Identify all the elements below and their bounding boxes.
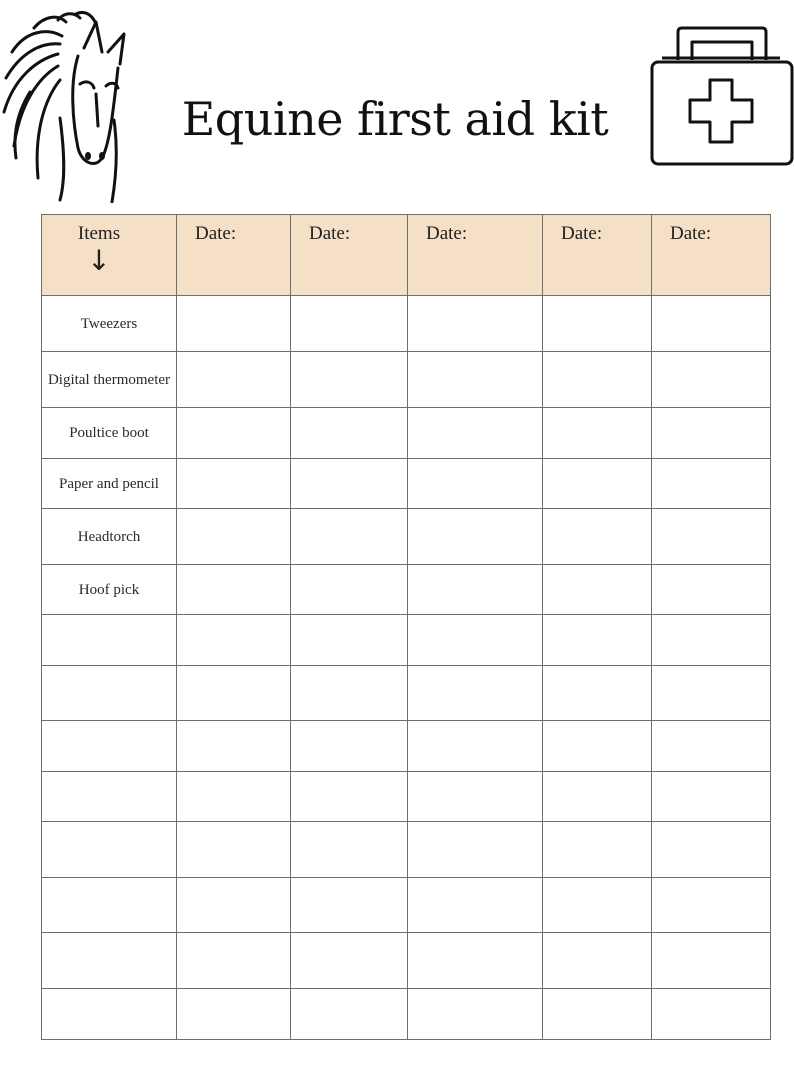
date-column-header	[543, 215, 652, 296]
date-check-cell	[291, 615, 408, 666]
date-check-cell	[543, 933, 652, 989]
table-row	[42, 459, 771, 509]
date-check-cell	[291, 408, 408, 459]
item-cell	[42, 296, 177, 352]
date-check-cell	[652, 352, 771, 408]
item-cell	[42, 509, 177, 565]
date-check-cell	[177, 352, 291, 408]
table-row	[42, 933, 771, 989]
date-check-cell	[543, 296, 652, 352]
date-check-cell	[291, 565, 408, 615]
date-check-cell	[177, 296, 291, 352]
date-check-cell	[543, 615, 652, 666]
date-check-cell	[652, 509, 771, 565]
table-row	[42, 509, 771, 565]
date-check-cell	[543, 459, 652, 509]
date-column-header	[408, 215, 543, 296]
item-cell	[42, 459, 177, 509]
item-cell	[42, 772, 177, 822]
item-label: Paper and pencil	[59, 475, 159, 492]
table-row	[42, 878, 771, 933]
date-check-cell	[408, 296, 543, 352]
date-check-cell	[408, 772, 543, 822]
date-check-cell	[177, 933, 291, 989]
date-check-cell	[543, 878, 652, 933]
date-check-cell	[652, 721, 771, 772]
date-check-cell	[408, 666, 543, 721]
date-check-cell	[543, 509, 652, 565]
item-label: Poultice boot	[69, 425, 149, 441]
date-check-cell	[177, 565, 291, 615]
date-check-cell	[652, 989, 771, 1040]
item-cell	[42, 615, 177, 666]
date-check-cell	[652, 408, 771, 459]
date-check-cell	[652, 615, 771, 666]
date-check-cell	[408, 878, 543, 933]
table-row	[42, 408, 771, 459]
date-check-cell	[177, 878, 291, 933]
date-check-cell	[291, 721, 408, 772]
table-row	[42, 772, 771, 822]
item-cell	[42, 989, 177, 1040]
date-check-cell	[408, 721, 543, 772]
date-check-cell	[177, 772, 291, 822]
arrow-down-icon: ↓	[87, 244, 111, 277]
table-row	[42, 565, 771, 615]
date-check-cell	[652, 772, 771, 822]
first-aid-checklist-table	[41, 214, 771, 1040]
date-header-label: Date:	[561, 223, 603, 244]
date-check-cell	[543, 822, 652, 878]
item-label: Headtorch	[77, 528, 141, 545]
table-row	[42, 721, 771, 772]
date-check-cell	[408, 459, 543, 509]
page-title: Equine first aid kit	[181, 92, 609, 146]
date-header-label: Date:	[309, 223, 351, 244]
date-check-cell	[652, 459, 771, 509]
date-check-cell	[291, 666, 408, 721]
date-check-cell	[652, 565, 771, 615]
date-check-cell	[652, 878, 771, 933]
date-header-label: Date:	[670, 223, 712, 244]
date-check-cell	[408, 408, 543, 459]
date-check-cell	[177, 822, 291, 878]
date-check-cell	[291, 933, 408, 989]
horse-head-icon	[0, 8, 132, 203]
date-check-cell	[177, 989, 291, 1040]
date-check-cell	[543, 408, 652, 459]
date-check-cell	[652, 296, 771, 352]
item-cell	[42, 822, 177, 878]
date-check-cell	[177, 721, 291, 772]
item-cell	[42, 933, 177, 989]
date-check-cell	[652, 666, 771, 721]
table-row	[42, 822, 771, 878]
date-check-cell	[408, 352, 543, 408]
table-row	[42, 989, 771, 1040]
date-check-cell	[291, 772, 408, 822]
date-column-header	[291, 215, 408, 296]
date-check-cell	[408, 565, 543, 615]
table-row	[42, 666, 771, 721]
item-cell	[42, 408, 177, 459]
item-cell	[42, 565, 177, 615]
item-label: Digital thermometer	[47, 371, 171, 388]
date-check-cell	[408, 615, 543, 666]
date-check-cell	[177, 615, 291, 666]
date-check-cell	[408, 933, 543, 989]
date-column-header	[652, 215, 771, 296]
table-row	[42, 296, 771, 352]
date-check-cell	[408, 822, 543, 878]
date-header-label: Date:	[426, 223, 468, 244]
date-check-cell	[177, 509, 291, 565]
item-cell	[42, 878, 177, 933]
date-check-cell	[543, 772, 652, 822]
date-check-cell	[652, 822, 771, 878]
date-check-cell	[177, 408, 291, 459]
date-check-cell	[177, 459, 291, 509]
date-check-cell	[291, 352, 408, 408]
item-label: Tweezers	[80, 315, 138, 332]
item-cell	[42, 721, 177, 772]
date-check-cell	[543, 989, 652, 1040]
date-check-cell	[291, 878, 408, 933]
date-check-cell	[291, 459, 408, 509]
date-header-label: Date:	[195, 223, 237, 244]
item-label: Hoof pick	[78, 581, 140, 598]
item-cell	[42, 352, 177, 408]
date-check-cell	[543, 721, 652, 772]
date-column-header	[177, 215, 291, 296]
date-check-cell	[291, 989, 408, 1040]
date-check-cell	[291, 509, 408, 565]
table-header-row	[42, 215, 771, 296]
date-check-cell	[291, 822, 408, 878]
date-check-cell	[408, 509, 543, 565]
date-check-cell	[543, 666, 652, 721]
date-check-cell	[543, 352, 652, 408]
date-check-cell	[652, 933, 771, 989]
first-aid-kit-icon	[648, 24, 794, 166]
date-check-cell	[543, 565, 652, 615]
table-row	[42, 352, 771, 408]
item-cell	[42, 666, 177, 721]
date-check-cell	[408, 989, 543, 1040]
date-check-cell	[291, 296, 408, 352]
items-header-label: Items	[77, 223, 121, 244]
items-column-header	[42, 215, 177, 296]
date-check-cell	[177, 666, 291, 721]
table-row	[42, 615, 771, 666]
